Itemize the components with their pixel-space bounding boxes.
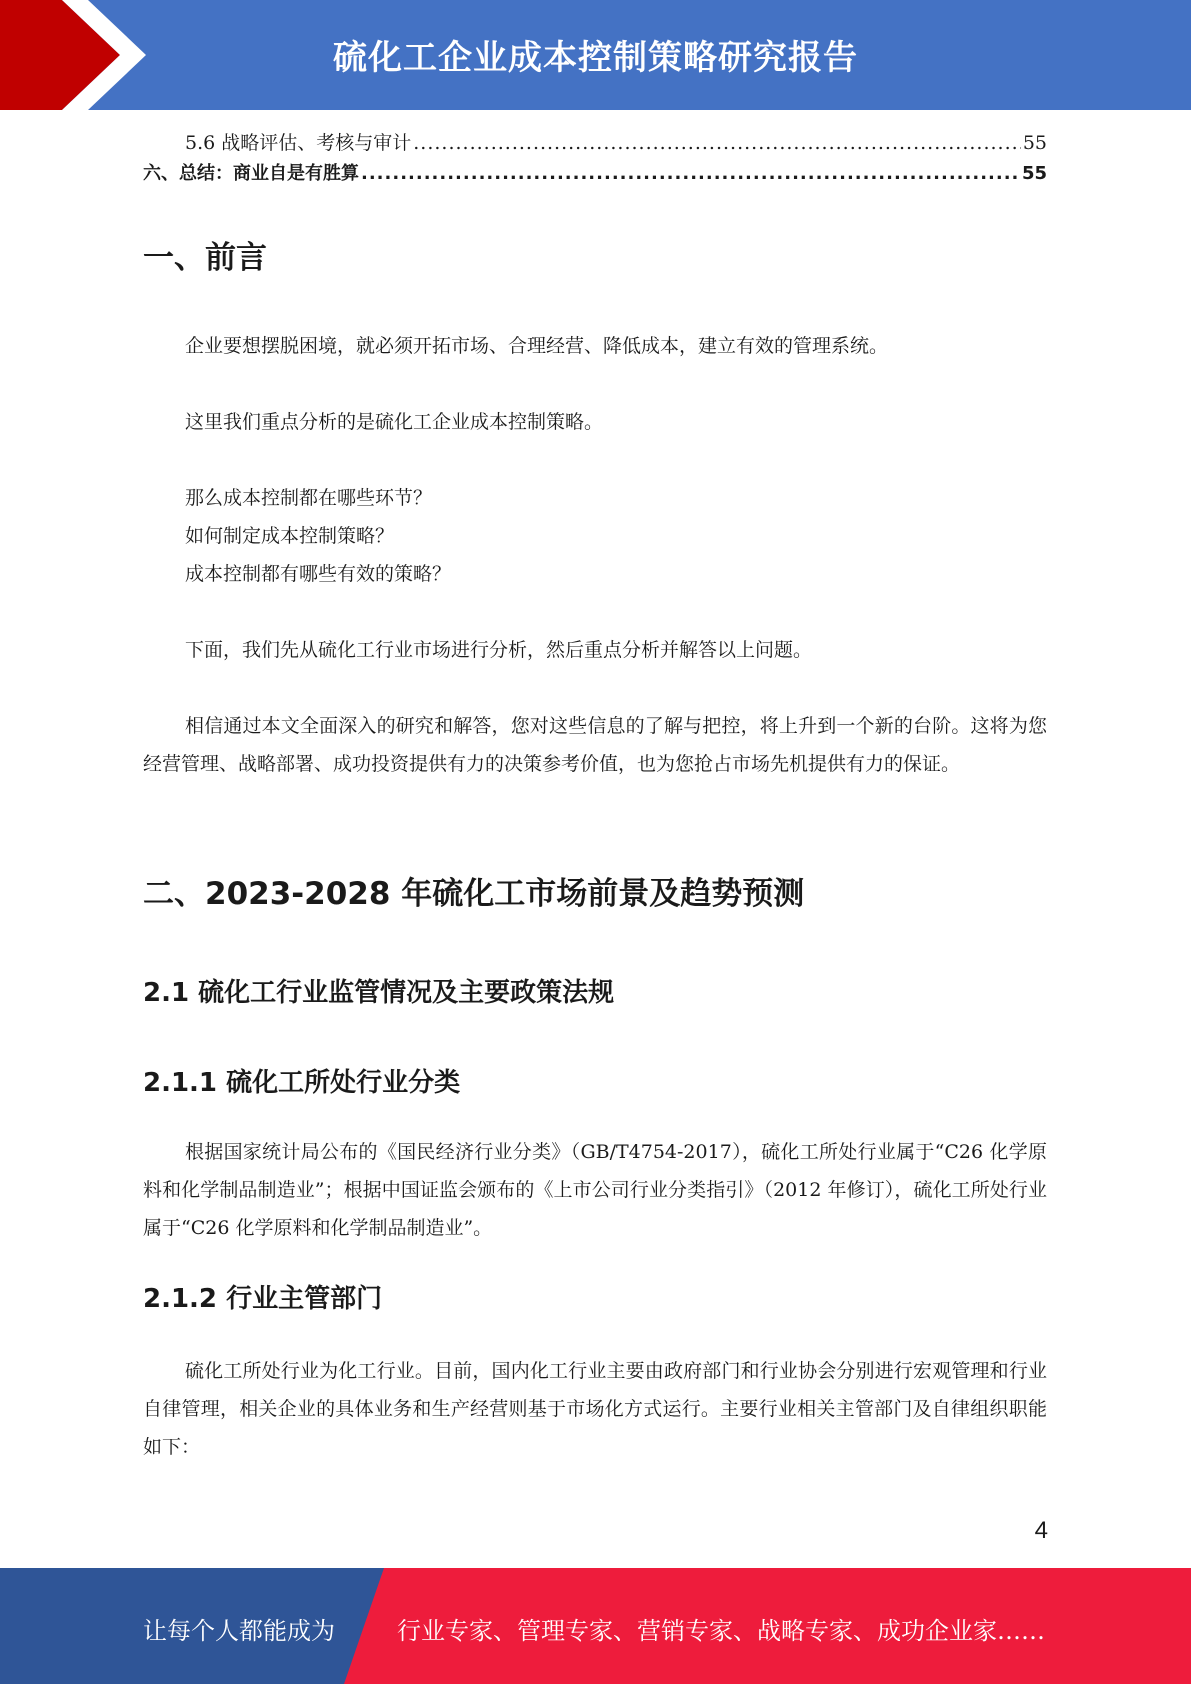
subsection-heading: 2.1.1 硫化工所处行业分类 bbox=[143, 1068, 461, 1098]
subsection-heading: 2.1 硫化工行业监管情况及主要政策法规 bbox=[143, 978, 615, 1008]
toc-entry[interactable] bbox=[143, 159, 1047, 189]
question-line: 如何制定成本控制策略？ bbox=[185, 525, 395, 547]
paragraph: 这里我们重点分析的是硫化工企业成本控制策略。 bbox=[185, 411, 604, 433]
footer-slogan-left: 让每个人都能成为 bbox=[143, 1617, 335, 1645]
section-heading-outlook: 二、2023-2028 年硫化工市场前景及趋势预测 bbox=[143, 876, 805, 912]
report-title: 硫化工企业成本控制策略研究报告 bbox=[333, 38, 858, 78]
paragraph: 根据国家统计局公布的《国民经济行业分类》（GB/T4754-2017），硫化工所处行业属于“C26 化学原料和化学制品制造业”；根据中国证监会颁布的《上市公司行业分类指引》（2012 年修订），硫化工所处行业属于“C26 化学原料和化学制品制造业”。 bbox=[143, 1141, 1047, 1239]
paragraph: 企业要想摆脱困境，就必须开拓市场、合理经营、降低成本，建立有效的管理系统。 bbox=[185, 335, 889, 357]
toc-leader-dots bbox=[413, 132, 1021, 154]
toc-entry-label: 六、总结：商业自是有胜算 bbox=[143, 163, 359, 184]
page-footer bbox=[0, 1568, 1191, 1684]
question-line: 那么成本控制都在哪些环节？ bbox=[185, 487, 433, 509]
paragraph: 硫化工所处行业为化工行业。目前，国内化工行业主要由政府部门和行业协会分别进行宏观管理和行业自律管理，相关企业的具体业务和生产经营则基于市场化方式运行。主要行业相关主管部门及自律组织职能如下： bbox=[143, 1360, 1047, 1458]
toc-entry[interactable] bbox=[143, 128, 1047, 158]
page-header bbox=[0, 0, 1191, 110]
footer-slogan-right: 行业专家、管理专家、营销专家、战略专家、成功企业家…… bbox=[397, 1617, 1045, 1645]
toc-entry-page: 55 bbox=[1021, 163, 1047, 184]
paragraph: 下面，我们先从硫化工行业市场进行分析，然后重点分析并解答以上问题。 bbox=[185, 639, 813, 661]
paragraph: 相信通过本文全面深入的研究和解答，您对这些信息的了解与把控，将上升到一个新的台阶。这将为您经营管理、战略部署、成功投资提供有力的决策参考价值，也为您抢占市场先机提供有力的保证。 bbox=[143, 715, 1047, 775]
toc-entry-page: 55 bbox=[1022, 132, 1047, 154]
question-line: 成本控制都有哪些有效的策略？ bbox=[185, 563, 452, 585]
page-number: 4 bbox=[1034, 1517, 1048, 1544]
subsection-heading: 2.1.2 行业主管部门 bbox=[143, 1284, 383, 1314]
section-heading-preface: 一、前言 bbox=[143, 240, 267, 276]
toc-entry-label: 5.6 战略评估、考核与审计 bbox=[185, 132, 412, 154]
toc-leader-dots bbox=[361, 163, 1020, 184]
